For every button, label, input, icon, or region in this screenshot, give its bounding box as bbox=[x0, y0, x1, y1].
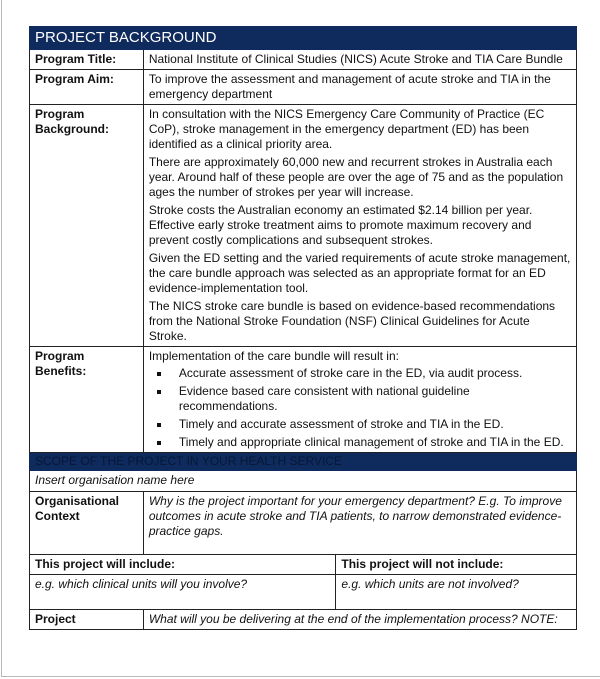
project-background-header: PROJECT BACKGROUND bbox=[30, 27, 577, 50]
program-aim-label: Program Aim: bbox=[30, 70, 144, 105]
benefit-item: Accurate assessment of stroke care in the ED, via audit process. bbox=[179, 366, 571, 381]
benefit-item: Timely and accurate assessment of stroke and TIA in the ED. bbox=[179, 417, 571, 432]
org-context-label: Organisational Context bbox=[30, 492, 144, 555]
scope-header: SCOPE OF THE PROJECT IN YOUR HEALTH SERVICE bbox=[30, 453, 577, 471]
program-aim-value[interactable]: To improve the assessment and management of acute stroke and TIA in the emergency department bbox=[143, 70, 576, 105]
exclude-label: This project will not include: bbox=[336, 555, 577, 575]
benefits-list bbox=[149, 366, 571, 450]
include-field[interactable]: e.g. which clinical units will you involve? bbox=[30, 575, 336, 610]
project-field[interactable]: What will you be delivering at the end of the implementation process? NOTE: bbox=[143, 610, 576, 630]
project-form-table bbox=[29, 26, 577, 630]
exclude-field[interactable]: e.g. which units are not involved? bbox=[336, 575, 577, 610]
organisation-name-field[interactable]: Insert organisation name here bbox=[30, 471, 577, 492]
program-title-label: Program Title: bbox=[30, 50, 144, 70]
background-paragraph: Stroke costs the Australian economy an estimated $2.14 billion per year. Effective early stroke treatment aims to promote maximum recovery and prevent costly complications and subsequent strokes. bbox=[148, 203, 533, 247]
program-background-value[interactable] bbox=[143, 105, 576, 347]
program-benefits-value[interactable] bbox=[143, 347, 576, 453]
benefit-item: Timely and appropriate clinical management of stroke and TIA in the ED. bbox=[179, 435, 571, 450]
benefits-intro: Implementation of the care bundle will result in: bbox=[148, 349, 399, 363]
program-benefits-label: Program Benefits: bbox=[30, 347, 144, 453]
background-paragraph: Given the ED setting and the varied requirements of acute stroke management, the care bundle approach was selected as an appropriate format for an ED evidence-implementation tool. bbox=[148, 251, 571, 295]
project-label: Project bbox=[30, 610, 144, 630]
document-page bbox=[1, 0, 600, 677]
include-label: This project will include: bbox=[30, 555, 336, 575]
benefit-item: Evidence based care consistent with national guideline recommendations. bbox=[179, 384, 571, 414]
background-paragraph: The NICS stroke care bundle is based on evidence-based recommendations from the National Stroke Foundation (NSF) Clinical Guidelines for Acute Stroke. bbox=[148, 299, 556, 343]
org-context-field[interactable]: Why is the project important for your emergency department? E.g. To improve outcomes in acute stroke and TIA patients, to narrow demonstrated evidence-practice gaps. bbox=[143, 492, 576, 555]
background-paragraph: There are approximately 60,000 new and recurrent strokes in Australia each year. Around half of these people are over the age of 75 and as the population ages the number of strokes per year will increase. bbox=[148, 155, 564, 199]
background-paragraph: In consultation with the NICS Emergency Care Community of Practice (EC CoP), stroke management in the emergency department (ED) has been identified as a clinical priority area. bbox=[148, 107, 545, 151]
program-title-value[interactable]: National Institute of Clinical Studies (NICS) Acute Stroke and TIA Care Bundle bbox=[143, 50, 576, 70]
program-background-label: Program Background: bbox=[30, 105, 144, 347]
